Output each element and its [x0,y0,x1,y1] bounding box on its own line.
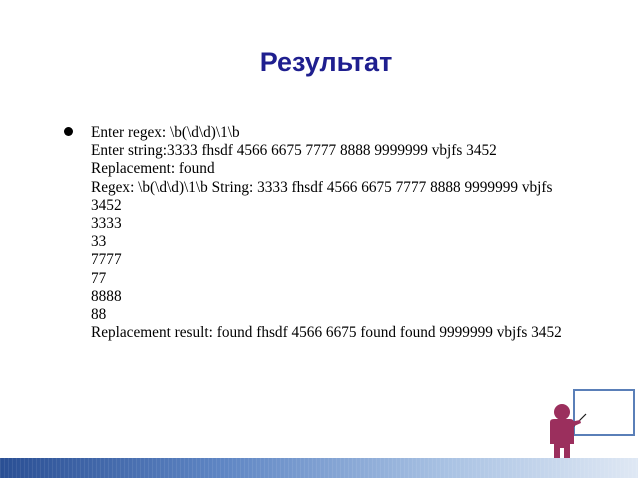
bullet-dot-icon [64,127,73,136]
footer-bar [0,458,638,478]
slide-title: Результат [259,47,393,77]
text-line-match-group: 77 [91,269,107,287]
text-line-match-group: 88 [91,306,107,324]
text-line-replacement-result: Replacement result: found fhsdf 4566 6675 found found 9999999 vbjfs 3452 [91,324,562,342]
text-line-match-group: 3333 [91,215,122,233]
text-line-enter-string: Enter string:3333 fhsdf 4566 6675 7777 8888 9999999 vbjfs 3452 [91,142,497,160]
text-line-match-group: 7777 [91,251,122,269]
text-line-match-group: 33 [91,233,107,251]
text-line-regex-string: Regex: \b(\d\d)\1\b String: 3333 fhsdf 4566 6675 7777 8888 9999999 vbjfs [91,178,553,196]
text-line-match-group: 8888 [91,287,122,305]
text-line-replacement: Replacement: found [91,160,215,178]
text-line-enter-regex: Enter regex: \b(\d\d)\1\b [91,124,240,141]
bullet-text [91,124,621,342]
text-line-string-continued: 3452 [91,196,122,214]
